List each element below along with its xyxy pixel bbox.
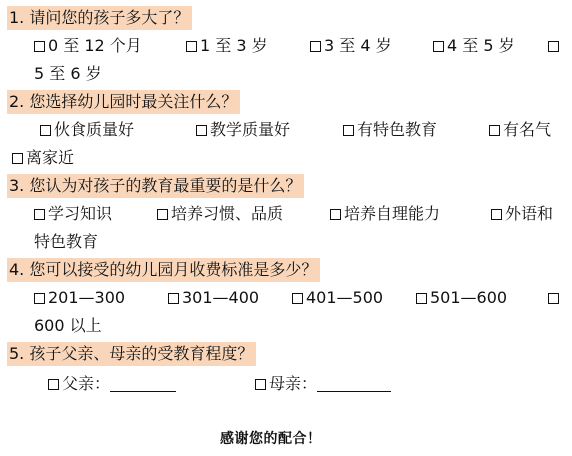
option-checkbox[interactable]: 培养自理能力 [330, 201, 440, 227]
checkbox-icon[interactable] [12, 153, 23, 164]
checkbox-icon[interactable] [186, 41, 197, 52]
question-number: 2. [9, 92, 25, 111]
question-number: 5. [9, 344, 25, 363]
question-text: 孩子父亲、母亲的受教育程度？ [29, 344, 254, 363]
option-checkbox[interactable]: 301—400 [168, 285, 259, 311]
checkbox-icon[interactable] [330, 209, 341, 220]
question-text: 您可以接受的幼儿园月收费标准是多少？ [29, 260, 318, 279]
question-number: 3. [9, 176, 25, 195]
question-4 [7, 258, 320, 282]
thank-you-note: 感谢您的配合！ [220, 431, 322, 447]
option-checkbox[interactable]: 学习知识 [34, 201, 112, 227]
option-label-wrapped: 600 以上 [34, 316, 102, 335]
checkbox-icon[interactable] [40, 125, 51, 136]
option-checkbox[interactable]: 有名气 [489, 117, 551, 143]
checkbox-icon[interactable] [548, 41, 559, 52]
question-1 [7, 6, 192, 30]
option-checkbox[interactable]: 501—600 [416, 285, 507, 311]
checkbox-icon[interactable] [292, 293, 303, 304]
option-checkbox[interactable]: 201—300 [34, 285, 125, 311]
option-checkbox[interactable] [548, 33, 562, 59]
option-checkbox[interactable]: 离家近 [12, 145, 74, 171]
checkbox-icon[interactable] [34, 41, 45, 52]
checkbox-icon[interactable] [343, 125, 354, 136]
question-text: 您认为对孩子的教育最重要的是什么？ [29, 176, 302, 195]
checkbox-icon[interactable] [255, 379, 266, 390]
option-checkbox[interactable]: 3 至 4 岁 [310, 33, 392, 59]
question-text: 您选择幼儿园时最关注什么？ [29, 92, 238, 111]
option-checkbox[interactable]: 培养习惯、品质 [157, 201, 283, 227]
option-checkbox[interactable]: 1 至 3 岁 [186, 33, 268, 59]
option-checkbox[interactable] [548, 285, 562, 311]
checkbox-icon[interactable] [489, 125, 500, 136]
question-text: 请问您的孩子多大了？ [29, 8, 190, 27]
answer-blank[interactable] [317, 375, 391, 392]
answer-blank[interactable] [110, 375, 176, 392]
question-number: 4. [9, 260, 25, 279]
option-checkbox[interactable]: 有特色教育 [343, 117, 437, 143]
checkbox-icon[interactable] [310, 41, 321, 52]
option-checkbox[interactable]: 401—500 [292, 285, 383, 311]
checkbox-icon[interactable] [196, 125, 207, 136]
checkbox-icon[interactable] [168, 293, 179, 304]
checkbox-icon[interactable] [157, 209, 168, 220]
question-3 [7, 174, 304, 198]
checkbox-icon[interactable] [34, 209, 45, 220]
question-number: 1. [9, 8, 25, 27]
option-checkbox[interactable]: 0 至 12 个月 [34, 33, 142, 59]
option-label-wrapped: 特色教育 [34, 232, 99, 251]
checkbox-icon[interactable] [433, 41, 444, 52]
option-checkbox[interactable]: 伙食质量好 [40, 117, 134, 143]
option-checkbox[interactable]: 外语和 [491, 201, 553, 227]
option-label-wrapped: 5 至 6 岁 [34, 64, 102, 83]
mother-education-field[interactable]: 母亲： [255, 371, 391, 397]
checkbox-icon[interactable] [48, 379, 59, 390]
father-education-field[interactable]: 父亲： [48, 371, 176, 397]
checkbox-icon[interactable] [34, 293, 45, 304]
checkbox-icon[interactable] [491, 209, 502, 220]
question-5 [7, 342, 256, 366]
option-checkbox[interactable]: 4 至 5 岁 [433, 33, 515, 59]
question-2 [7, 90, 240, 114]
checkbox-icon[interactable] [548, 293, 559, 304]
checkbox-icon[interactable] [416, 293, 427, 304]
option-checkbox[interactable]: 教学质量好 [196, 117, 290, 143]
